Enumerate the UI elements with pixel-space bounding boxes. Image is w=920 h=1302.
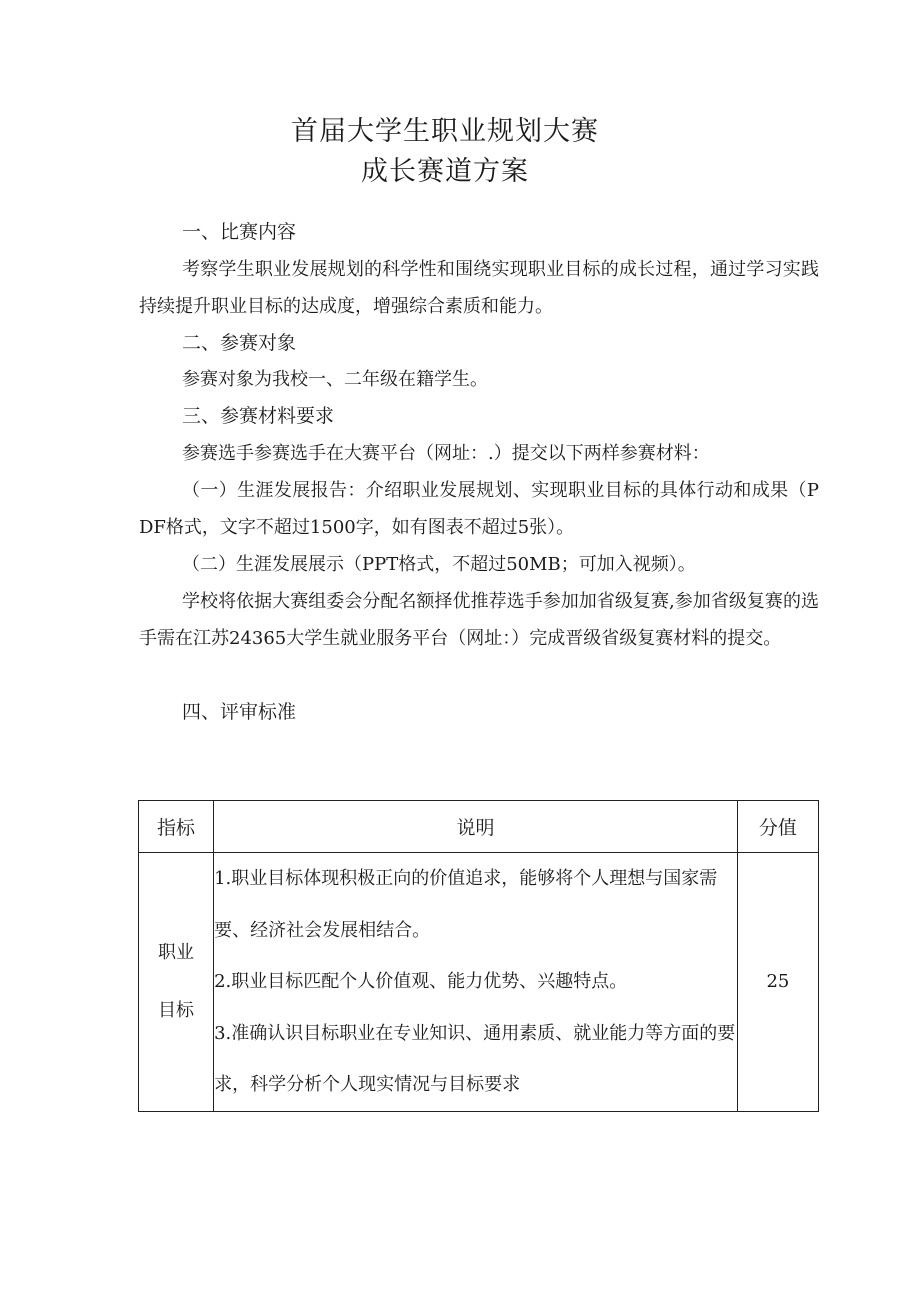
section-heading-content: 一、比赛内容 — [182, 221, 297, 243]
title-line-1: 首届大学生职业规划大赛 — [291, 116, 599, 147]
criteria-item: 2.职业目标匹配个人价值观、能力优势、兴趣特点。 — [214, 971, 628, 992]
score-cell: 25 — [737, 853, 818, 1112]
criteria-item: 3.准确认识目标职业在专业知识、通用素质、就业能力等方面的要求，科学分析个人现实情况与目标要求 — [214, 1022, 736, 1095]
section-text-content: 考察学生职业发展规划的科学性和围绕实现职业目标的成长过程，通过学习实践持续提升职业目标的达成度，增强综合素质和能力。 — [139, 259, 819, 317]
materials-item-presentation: （二）生涯发展展示（PPT格式，不超过50MB；可加入视频）。 — [182, 554, 696, 575]
table-row — [139, 853, 819, 1112]
section-heading-materials: 三、参赛材料要求 — [182, 405, 335, 427]
section-text-materials: 参赛选手参赛选手在大赛平台（网址：.）提交以下两样参赛材料： — [182, 443, 710, 464]
criteria-item: 1.职业目标体现积极正向的价值追求，能够将个人理想与国家需要、经济社会发展相结合。 — [214, 868, 718, 941]
indicator-cell — [139, 853, 214, 1112]
title-line-2: 成长赛道方案 — [361, 156, 529, 187]
section-heading-criteria: 四、评审标准 — [182, 701, 297, 723]
materials-item-report: （一）生涯发展报告：介绍职业发展规划、实现职业目标的具体行动和成果（PDF格式，文字不超过1500字，如有图表不超过5张）。 — [139, 480, 819, 538]
section-text-participants: 参赛对象为我校一、二年级在籍学生。 — [182, 369, 488, 390]
indicator-line: 目标 — [158, 999, 195, 1021]
description-cell — [214, 853, 738, 1112]
header-indicator: 指标 — [139, 801, 214, 853]
section-heading-participants: 二、参赛对象 — [182, 332, 297, 354]
table-header-row — [139, 801, 819, 853]
materials-note: 学校将依据大赛组委会分配名额择优推荐选手参加加省级复赛,参加省级复赛的选手需在江苏24365大学生就业服务平台（网址：）完成晋级省级复赛材料的提交。 — [139, 591, 819, 649]
header-description: 说明 — [214, 801, 738, 853]
document-title — [0, 112, 890, 192]
header-score: 分值 — [737, 801, 818, 853]
indicator-line: 职业 — [158, 941, 195, 963]
criteria-table — [138, 800, 819, 1112]
